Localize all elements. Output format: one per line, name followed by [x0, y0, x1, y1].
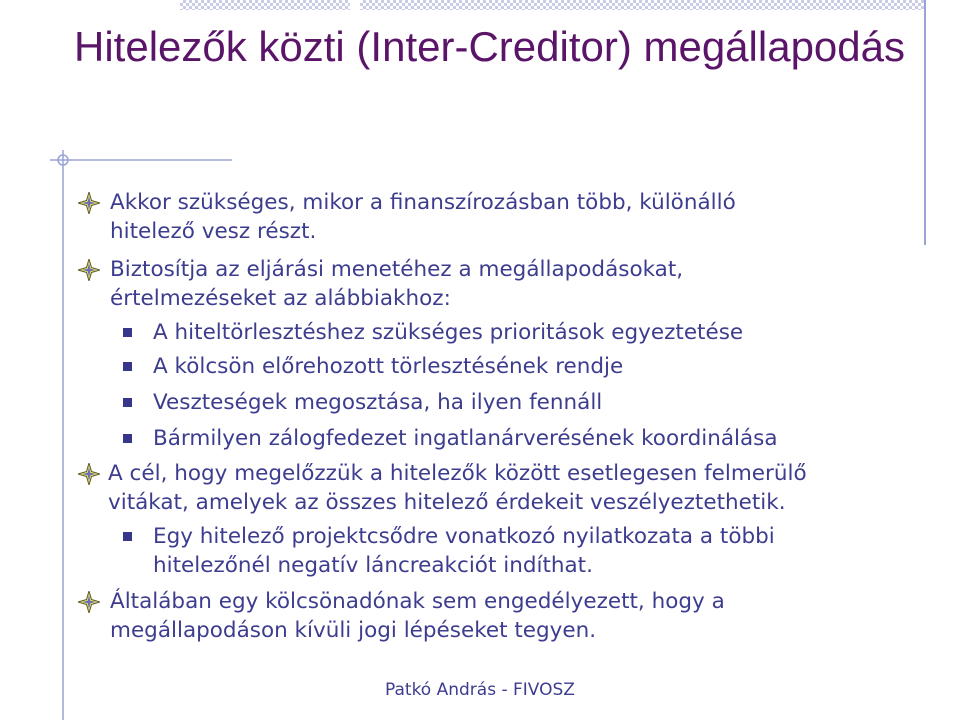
square-bullet-icon — [123, 434, 132, 443]
diamond-sparkle-icon — [78, 591, 100, 613]
bullet-2-line-1: Biztosítja az eljárási menetéhez a megállapodásokat, — [110, 257, 684, 282]
bullet-3-line-1: A cél, hogy megelőzzük a hitelezők között esetlegesen felmerülő — [108, 461, 807, 486]
square-bullet-icon — [123, 362, 132, 371]
bullet-4-line-1: Általában egy kölcsönadónak sem engedélyezett, hogy a — [110, 589, 725, 614]
bullet-3-line-2: vitákat, amelyek az összes hitelező érdekeit veszélyeztethetik. — [108, 490, 786, 515]
sub-bullet-3-1-line-1: Egy hitelező projektcsődre vonatkozó nyilatkozata a többi — [153, 524, 775, 549]
bullet-1-line-2: hitelező vesz részt. — [110, 219, 317, 244]
sub-bullet-2-3-text: Veszteségek megosztása, ha ilyen fennáll — [153, 390, 603, 415]
slide-title: Hitelezők közti (Inter-Creditor) megállapodás — [74, 23, 905, 70]
square-bullet-icon — [123, 328, 132, 337]
slide-footer: Patkó András - FIVOSZ — [385, 680, 575, 700]
bullet-4-line-2: megállapodáson kívüli jogi lépéseket tegyen. — [110, 618, 597, 643]
bullet-1-line-1: Akkor szükséges, mikor a finanszírozásban több, különálló — [110, 190, 736, 215]
bullet-2-line-2: értelmezéseket az alábbiakhoz: — [110, 286, 451, 311]
sub-bullet-2-2-text: A kölcsön előrehozott törlesztésének rendje — [153, 354, 624, 379]
sub-bullet-3-1-line-2: hitelezőnél negatív láncreakciót indíthat. — [153, 553, 593, 578]
diamond-sparkle-icon — [78, 463, 100, 485]
sub-bullet-2-4-text: Bármilyen zálogfedezet ingatlanárverésének koordinálása — [153, 426, 778, 451]
square-bullet-icon — [123, 398, 132, 407]
diamond-sparkle-icon — [78, 192, 100, 214]
diamond-sparkle-icon — [78, 259, 100, 281]
sub-bullet-2-1-text: A hiteltörlesztéshez szükséges prioritások egyeztetése — [153, 320, 744, 345]
square-bullet-icon — [123, 532, 132, 541]
